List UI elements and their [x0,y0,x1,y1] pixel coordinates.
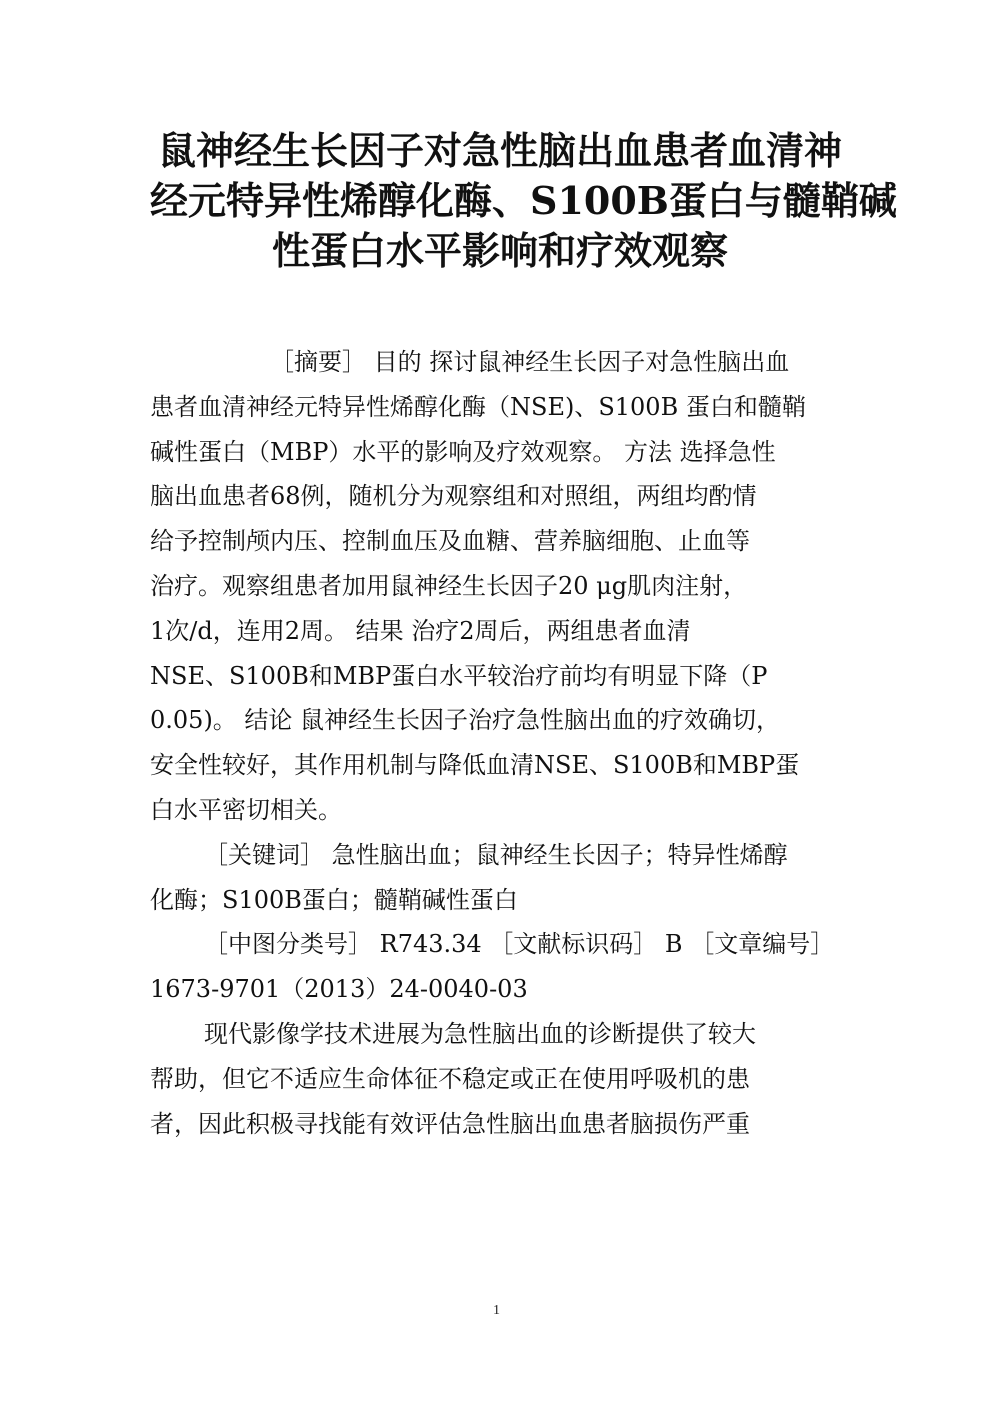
body-line: 者，因此积极寻找能有效评估急性脑出血患者脑损伤严重 [150,1109,750,1138]
abstract-line: 0.05)。 结论 鼠神经生长因子治疗急性脑出血的疗效确切， [150,706,781,735]
keywords-line: ［关键词］ 急性脑出血；鼠神经生长因子；特异性烯醇 [204,840,788,869]
body-line: 现代影像学技术进展为急性脑出血的诊断提供了较大 [204,1019,756,1048]
title-line: 鼠神经生长因子对急性脑出血患者血清神 [157,128,842,173]
article-content [150,340,850,1146]
abstract-line: 患者血清神经元特异性烯醇化酶（NSE)、S100B 蛋白和髓鞘 [150,392,806,421]
abstract-line: 安全性较好，其作用机制与降低血清NSE、S100B和MBP蛋 [150,751,800,780]
classification-line: ［中图分类号］ R743.34 ［文献标识码］ B ［文章编号］ [204,930,835,959]
keywords-line: 化酶；S100B蛋白；髓鞘碱性蛋白 [150,885,518,914]
abstract-line: NSE、S100B和MBP蛋白水平较治疗前均有明显下降（P [150,661,768,690]
page-number: 1 [493,1303,500,1318]
body-line: 帮助，但它不适应生命体征不稳定或正在使用呼吸机的患 [150,1064,750,1093]
abstract-paragraph [150,340,850,833]
classification-paragraph [150,922,850,1012]
classification-line: 1673-9701（2013）24-0040-03 [150,975,528,1004]
abstract-line: 白水平密切相关。 [150,795,342,824]
abstract-line: 脑出血患者68例，随机分为观察组和对照组，两组均酌情 [150,482,757,511]
title-line: 经元特异性烯醇化酶、S100B蛋白与髓鞘碱 [150,178,897,223]
abstract-line: 1次/d，连用2周。 结果 治疗2周后，两组患者血清 [150,616,691,645]
abstract-line: 给予控制颅内压、控制血压及血糖、营养脑细胞、止血等 [150,527,750,556]
page-title [150,126,897,276]
body-paragraph [150,1012,850,1146]
title-line: 性蛋白水平影响和疗效观察 [271,228,728,273]
abstract-line: ［摘要］ 目的 探讨鼠神经生长因子对急性脑出血 [270,348,790,376]
keywords-paragraph [150,833,850,923]
abstract-line: 治疗。观察组患者加用鼠神经生长因子20 μg肌肉注射， [150,571,748,600]
abstract-line: 碱性蛋白（MBP）水平的影响及疗效观察。 方法 选择急性 [150,437,776,466]
